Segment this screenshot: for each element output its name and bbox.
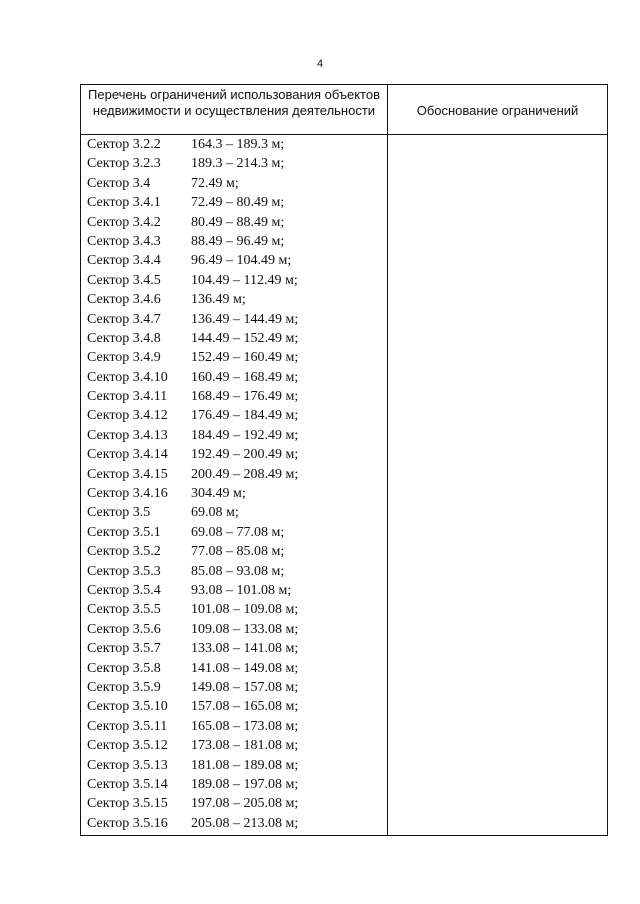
sector-range: 149.08 – 157.08 м; bbox=[191, 679, 299, 695]
header-justification: Обоснование ограничений bbox=[388, 85, 608, 135]
table-row bbox=[81, 814, 387, 833]
table-row bbox=[81, 484, 387, 503]
table-header-row bbox=[81, 85, 608, 135]
table-row bbox=[81, 503, 387, 522]
table-row bbox=[81, 193, 387, 212]
table-row bbox=[81, 600, 387, 619]
sector-range: 93.08 – 101.08 м; bbox=[191, 582, 292, 598]
sector-range: 189.3 – 214.3 м; bbox=[191, 156, 285, 172]
table-row bbox=[81, 290, 387, 309]
sector-name: Сектор 3.4.13 bbox=[87, 427, 168, 443]
sector-name: Сектор 3.4.4 bbox=[87, 253, 161, 269]
sector-name: Сектор 3.4.11 bbox=[87, 389, 168, 405]
table-row bbox=[81, 794, 387, 813]
sector-name: Сектор 3.5.15 bbox=[87, 796, 168, 812]
sector-range: 181.08 – 189.08 м; bbox=[191, 757, 299, 773]
table-row bbox=[81, 717, 387, 736]
sector-name: Сектор 3.5.5 bbox=[87, 602, 161, 618]
table-row bbox=[81, 368, 387, 387]
sector-range: 165.08 – 173.08 м; bbox=[191, 718, 299, 734]
sector-range: 69.08 – 77.08 м; bbox=[191, 524, 285, 540]
sector-range: 69.08 м; bbox=[191, 505, 239, 521]
sector-name: Сектор 3.4.9 bbox=[87, 350, 161, 366]
sector-name: Сектор 3.5.2 bbox=[87, 544, 161, 560]
table-row bbox=[81, 620, 387, 639]
sector-range: 88.49 – 96.49 м; bbox=[191, 233, 285, 249]
sector-rows bbox=[81, 135, 387, 833]
table-row bbox=[81, 639, 387, 658]
table-row bbox=[81, 348, 387, 367]
table-row bbox=[81, 406, 387, 425]
sector-name: Сектор 3.5.6 bbox=[87, 621, 161, 637]
table-row bbox=[81, 678, 387, 697]
table-row bbox=[81, 251, 387, 270]
sector-range: 304.49 м; bbox=[191, 486, 246, 502]
table-row bbox=[81, 213, 387, 232]
table-row bbox=[81, 445, 387, 464]
sector-range: 173.08 – 181.08 м; bbox=[191, 738, 299, 754]
sector-range: 85.08 – 93.08 м; bbox=[191, 563, 285, 579]
sector-range: 136.49 – 144.49 м; bbox=[191, 311, 299, 327]
sector-range: 144.49 – 152.49 м; bbox=[191, 330, 299, 346]
sector-name: Сектор 3.4.16 bbox=[87, 486, 168, 502]
sector-name: Сектор 3.5.4 bbox=[87, 582, 161, 598]
sector-name: Сектор 3.5.12 bbox=[87, 738, 168, 754]
sector-name: Сектор 3.4.14 bbox=[87, 447, 168, 463]
table-row bbox=[81, 581, 387, 600]
sector-name: Сектор 3.4.6 bbox=[87, 292, 161, 308]
sector-name: Сектор 3.5.9 bbox=[87, 679, 161, 695]
sector-name: Сектор 3.5.7 bbox=[87, 641, 161, 657]
sector-name: Сектор 3.5.8 bbox=[87, 660, 161, 676]
table-row bbox=[81, 542, 387, 561]
sector-name: Сектор 3.4.15 bbox=[87, 466, 168, 482]
sector-name: Сектор 3.4.7 bbox=[87, 311, 161, 327]
sector-range: 176.49 – 184.49 м; bbox=[191, 408, 299, 424]
table-row bbox=[81, 426, 387, 445]
justification-cell bbox=[388, 135, 608, 836]
sector-name: Сектор 3.5.1 bbox=[87, 524, 161, 540]
sector-range: 80.49 – 88.49 м; bbox=[191, 214, 285, 230]
sector-range: 72.49 – 80.49 м; bbox=[191, 195, 285, 211]
sector-range: 160.49 – 168.49 м; bbox=[191, 369, 299, 385]
restrictions-table bbox=[80, 84, 608, 836]
sector-range: 189.08 – 197.08 м; bbox=[191, 776, 299, 792]
sector-name: Сектор 3.4.12 bbox=[87, 408, 168, 424]
table-row bbox=[81, 329, 387, 348]
table-row bbox=[81, 523, 387, 542]
sector-list-cell bbox=[81, 135, 388, 836]
sector-name: Сектор 3.5 bbox=[87, 505, 151, 521]
sector-name: Сектор 3.4.10 bbox=[87, 369, 168, 385]
sector-range: 164.3 – 189.3 м; bbox=[191, 137, 285, 152]
sector-range: 72.49 м; bbox=[191, 175, 239, 191]
sector-range: 133.08 – 141.08 м; bbox=[191, 641, 299, 657]
sector-range: 77.08 – 85.08 м; bbox=[191, 544, 285, 560]
sector-name: Сектор 3.2.2 bbox=[87, 137, 161, 152]
sector-range: 184.49 – 192.49 м; bbox=[191, 427, 299, 443]
sector-name: Сектор 3.5.13 bbox=[87, 757, 168, 773]
header-restrictions-list: Перечень ограничений использования объектов недвижимости и осуществления деятельности bbox=[81, 85, 388, 135]
sector-range: 197.08 – 205.08 м; bbox=[191, 796, 299, 812]
sector-name: Сектор 3.4 bbox=[87, 175, 151, 191]
sector-name: Сектор 3.5.14 bbox=[87, 776, 168, 792]
sector-range: 200.49 – 208.49 м; bbox=[191, 466, 299, 482]
sector-name: Сектор 3.5.3 bbox=[87, 563, 161, 579]
table-row bbox=[81, 174, 387, 193]
sector-range: 157.08 – 165.08 м; bbox=[191, 699, 299, 715]
sector-range: 109.08 – 133.08 м; bbox=[191, 621, 299, 637]
table-row bbox=[81, 736, 387, 755]
table-row bbox=[81, 697, 387, 716]
table-body-row bbox=[81, 135, 608, 836]
sector-range: 104.49 – 112.49 м; bbox=[191, 272, 298, 288]
table-row bbox=[81, 562, 387, 581]
table-row bbox=[81, 154, 387, 173]
page-number: 4 bbox=[316, 58, 324, 70]
table-row bbox=[81, 310, 387, 329]
sector-range: 141.08 – 149.08 м; bbox=[191, 660, 299, 676]
table-row bbox=[81, 135, 387, 154]
sector-name: Сектор 3.5.11 bbox=[87, 718, 168, 734]
sector-range: 152.49 – 160.49 м; bbox=[191, 350, 299, 366]
table-row bbox=[81, 775, 387, 794]
table-row bbox=[81, 232, 387, 251]
sector-name: Сектор 3.4.3 bbox=[87, 233, 161, 249]
sector-name: Сектор 3.4.5 bbox=[87, 272, 161, 288]
table-row bbox=[81, 465, 387, 484]
table-row bbox=[81, 271, 387, 290]
sector-range: 101.08 – 109.08 м; bbox=[191, 602, 299, 618]
sector-range: 168.49 – 176.49 м; bbox=[191, 389, 299, 405]
sector-name: Сектор 3.5.10 bbox=[87, 699, 168, 715]
sector-range: 192.49 – 200.49 м; bbox=[191, 447, 299, 463]
sector-range: 205.08 – 213.08 м; bbox=[191, 815, 299, 831]
sector-range: 136.49 м; bbox=[191, 292, 246, 308]
sector-name: Сектор 3.4.8 bbox=[87, 330, 161, 346]
sector-range: 96.49 – 104.49 м; bbox=[191, 253, 292, 269]
sector-name: Сектор 3.4.2 bbox=[87, 214, 161, 230]
table-row bbox=[81, 387, 387, 406]
table-row bbox=[81, 756, 387, 775]
table-row bbox=[81, 659, 387, 678]
sector-name: Сектор 3.4.1 bbox=[87, 195, 161, 211]
sector-name: Сектор 3.5.16 bbox=[87, 815, 168, 831]
sector-name: Сектор 3.2.3 bbox=[87, 156, 161, 172]
